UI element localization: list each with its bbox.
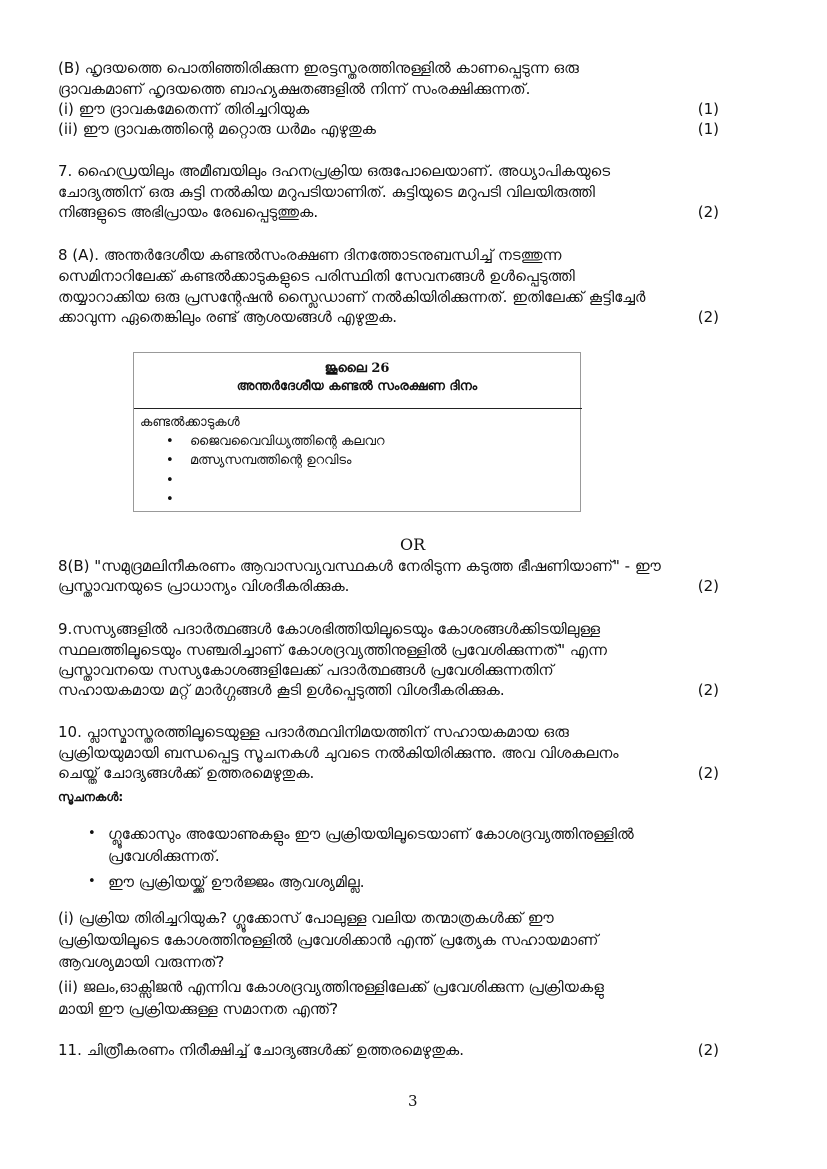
q9-line-2: സ്ഥലത്തിലൂടെയും സഞ്ചരിച്ചാണ് കോശദ്രവ്യത്തിനുള്ളിൽ പ്രവേശിക്കുന്നത്" എന്ന [58, 641, 607, 659]
q11-mark: (2) [697, 1041, 719, 1059]
slide-title: അന്തർദേശീയ കണ്ടൽ സംരക്ഷണ ദിനം [236, 379, 478, 394]
q6b-line-2: ദ്രാവകമാണ് ഹൃദയത്തെ ബാഹ്യക്ഷതങ്ങളിൽ നിന്ന് സംരക്ഷിക്കുന്നത്. [58, 80, 531, 98]
q10-sub-i-line-2: പ്രക്രിയയിലൂടെ കോശത്തിനുള്ളിൽ പ്രവേശിക്കാൻ എന്ത് പ്രത്യേക സഹായമാണ് [58, 931, 599, 949]
q8b-line-2: പ്രസ്താവനയുടെ പ്രാധാന്യം വിശദീകരിക്കുക. [58, 577, 350, 595]
q10-line-3: ചെയ്ത് ചോദ്യങ്ങൾക്ക് ഉത്തരമെഴുതുക. [58, 764, 315, 782]
q10-mark: (2) [697, 764, 719, 782]
q8a-mark: (2) [697, 308, 719, 326]
slide-date: ജൂലൈ 26 [324, 361, 390, 376]
q9-line-4: സഹായകമായ മറ്റ് മാർഗ്ഗങ്ങൾ കൂടി ഉൾപ്പെടുത്തി വിശദീകരിക്കുക. [58, 681, 505, 699]
q9-line-1: 9.സസ്യങ്ങളിൽ പദാർത്ഥങ്ങൾ കോശഭിത്തിയിലൂടെയും കോശങ്ങൾക്കിടയിലുള്ള [58, 620, 601, 638]
q10-sub-ii-line-2: മായി ഈ പ്രക്രിയക്കുള്ള സമാനത എന്ത്? [58, 1000, 339, 1018]
q10-sub-i-line-3: ആവശ്യമായി വരുന്നത്? [58, 953, 225, 971]
q6b-line-1: (B) ഹൃദയത്തെ പൊതിഞ്ഞിരിക്കുന്ന ഇരട്ടസ്തരത്തിനുള്ളിൽ കാണപ്പെടുന്ന ഒരു [58, 59, 579, 77]
slide-heading: കണ്ടൽക്കാടുകൾ [140, 415, 240, 430]
hint-bullet-icon: • [88, 874, 96, 889]
q10-hint-2: ഈ പ്രക്രിയയ്ക്ക് ഊർജ്ജം ആവശ്യമില്ല. [108, 873, 365, 891]
q10-sub-i-line-1: (i) പ്രക്രിയ തിരിച്ചറിയുക? ഗ്ലൂക്കോസ് പോലുള്ള വലിയ തന്മാത്രകൾക്ക് ഈ [58, 909, 554, 927]
q8a-line-1: 8 (A). അന്തർദേശീയ കണ്ടൽസംരക്ഷണ ദിനത്തോടനുബന്ധിച്ച് നടത്തുന്ന [58, 246, 562, 264]
slide-divider [134, 408, 582, 409]
slide-bullet-2: മത്സ്യസമ്പത്തിന്റെ ഉറവിടം [190, 453, 352, 468]
q9-mark: (2) [697, 681, 719, 699]
q6b-sub-i: (i) ഈ ദ്രാവകമേതെന്ന് തിരിച്ചറിയുക [58, 100, 310, 118]
slide-bullet-icon: • [166, 453, 174, 468]
q6b-sub-ii: (ii) ഈ ദ്രാവകത്തിന്റെ മറ്റൊരു ധർമം എഴുതുക [58, 120, 376, 138]
q11-line-1: 11. ചിത്രീകരണം നിരീക്ഷിച്ച് ചോദ്യങ്ങൾക്ക് ഉത്തരമെഴുതുക. [58, 1041, 465, 1059]
q8a-line-4: ക്കാവുന്ന ഏതെങ്കിലും രണ്ട് ആശയങ്ങൾ എഴുതുക. [58, 308, 398, 326]
q7-line-3: നിങ്ങളുടെ അഭിപ്രായം രേഖപ്പെടുത്തുക. [58, 203, 319, 221]
q10-sub-ii-line-1: (ii) ജലം,ഓക്സിജൻ എന്നിവ കോശദ്രവ്യത്തിനുള്ളിലേക്ക് പ്രവേശിക്കുന്ന പ്രക്രിയകളു [58, 978, 604, 996]
q6b-sub-ii-mark: (1) [697, 120, 719, 138]
q7-line-2: ചോദ്യത്തിന് ഒരു കുട്ടി നൽകിയ മറുപടിയാണിത്. കുട്ടിയുടെ മറുപടി വിലയിരുത്തി [58, 183, 595, 201]
q8a-line-3: തയ്യാറാക്കിയ ഒരു പ്രസന്റേഷൻ സ്ലൈഡാണ് നൽകിയിരിക്കുന്നത്. ഇതിലേക്ക് കൂട്ടിച്ചേർ [58, 288, 646, 306]
q8b-line-1: 8(B) "സമുദ്രമലിനീകരണം ആവാസവ്യവസ്ഥകൾ നേരിടുന്ന കടുത്ത ഭീഷണിയാണ്" - ഈ [58, 557, 661, 575]
q10-hints-label: സൂചനകൾ: [58, 790, 124, 804]
or-label: OR [400, 535, 426, 554]
slide-bullet-icon: • [166, 434, 174, 449]
slide-bullet-1: ജൈവവൈവിധ്യത്തിന്റെ കലവറ [190, 434, 385, 449]
presentation-slide [133, 352, 581, 512]
q10-hint-1a: ഗ്ലൂക്കോസും അയോണുകളും ഈ പ്രക്രിയയിലൂടെയാണ് കോശദ്രവ്യത്തിനുള്ളിൽ [108, 825, 634, 843]
q10-line-2: പ്രക്രിയയുമായി ബന്ധപ്പെട്ട സൂചനകൾ ചുവടെ നൽകിയിരിക്കുന്നു. അവ വിശകലനം [58, 744, 619, 762]
q7-mark: (2) [697, 203, 719, 221]
page-number: 3 [408, 1092, 418, 1110]
q6b-sub-i-mark: (1) [697, 100, 719, 118]
q10-line-1: 10. പ്ലാസ്മാസ്തരത്തിലൂടെയുള്ള പദാർത്ഥവിനിമയത്തിന് സഹായകമായ ഒരു [58, 723, 569, 741]
q7-line-1: 7. ഹൈഡ്രയിലും അമീബയിലും ദഹനപ്രക്രിയ ഒരുപോലെയാണ്. അധ്യാപികയുടെ [58, 162, 611, 180]
slide-bullet-empty-2: • [166, 492, 174, 507]
q8b-mark: (2) [697, 577, 719, 595]
hint-bullet-icon: • [88, 826, 96, 841]
q9-line-3: പ്രസ്താവനയെ സസ്യകോശങ്ങളിലേക്ക് പദാർത്ഥങ്ങൾ പ്രവേശിക്കുന്നതിന് [58, 661, 554, 679]
slide-bullet-empty-1: • [166, 473, 174, 488]
q10-hint-1b: പ്രവേശിക്കുന്നത്. [108, 847, 220, 865]
q8a-line-2: സെമിനാറിലേക്ക് കണ്ടൽക്കാടുകളുടെ പരിസ്ഥിതി സേവനങ്ങൾ ഉൾപ്പെടുത്തി [58, 267, 575, 285]
